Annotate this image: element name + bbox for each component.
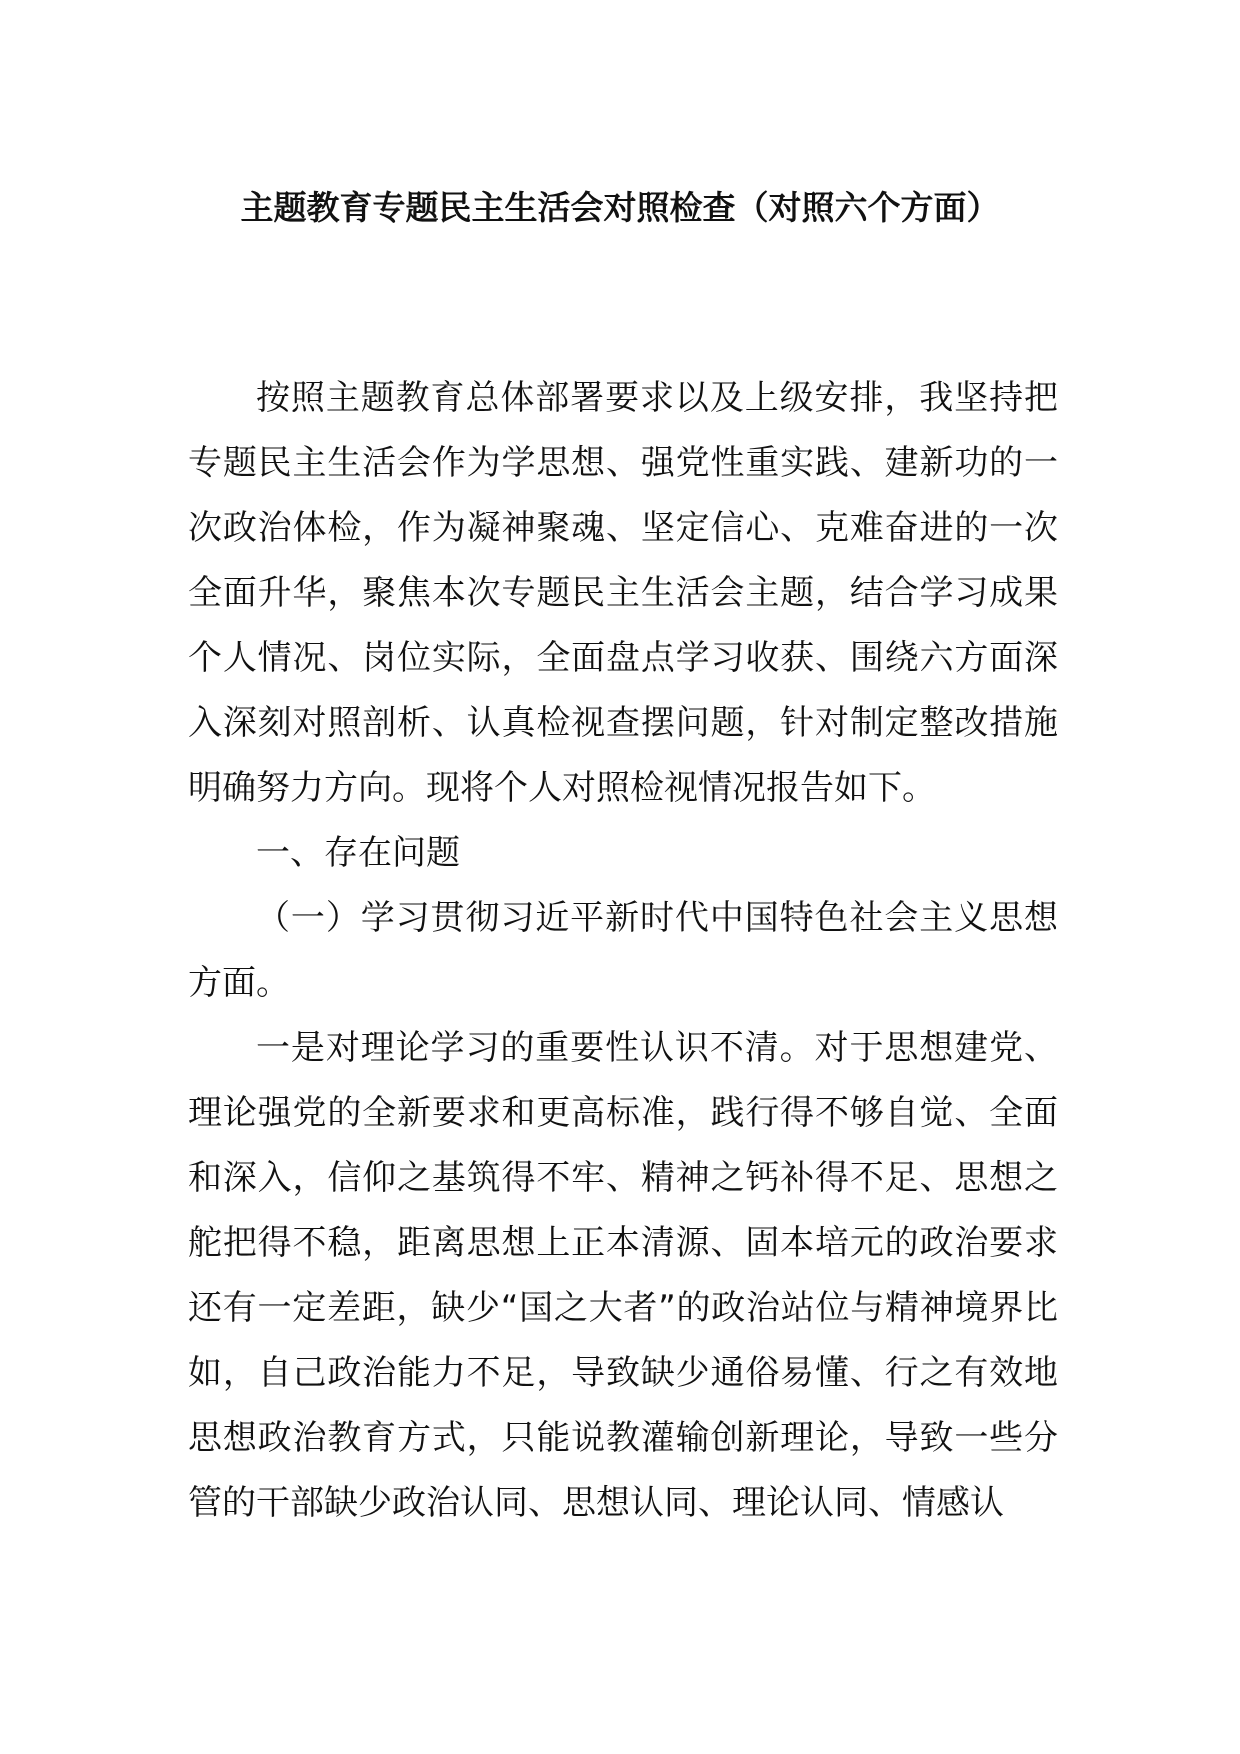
point-one-paragraph: 一是对理论学习的重要性认识不清。对于思想建党、理论强党的全新要求和更高标准，践行得不够自觉、全面和深入，信仰之基筑得不牢、精神之钙补得不足、思想之舵把得不稳，距离思想上正本清源、固本培元的政治要求还有一定差距，缺少“国之大者”的政治站位与精神境界比如，自己政治能力不足，导致缺少通俗易懂、行之有效地思想政治教育方式，只能说教灌输创新理论，导致一些分管的干部缺少政治认同、思想认同、理论认同、情感认 [188, 1028, 1058, 1523]
document-title: 主题教育专题民主生活会对照检查（对照六个方面） [240, 188, 1000, 227]
document-body [188, 366, 1058, 1536]
section-heading-problems: 一、存在问题 [256, 833, 460, 873]
subsection-heading-theory: （一）学习贯彻习近平新时代中国特色社会主义思想方面。 [188, 898, 1058, 1003]
intro-paragraph: 按照主题教育总体部署要求以及上级安排，我坚持把专题民主生活会作为学思想、强党性重实践、建新功的一次政治体检，作为凝神聚魂、坚定信心、克难奋进的一次全面升华，聚焦本次专题民主生活会主题，结合学习成果个人情况、岗位实际，全面盘点学习收获、围绕六方面深入深刻对照剖析、认真检视查摆问题，针对制定整改措施明确努力方向。现将个人对照检视情况报告如下。 [188, 378, 1058, 808]
